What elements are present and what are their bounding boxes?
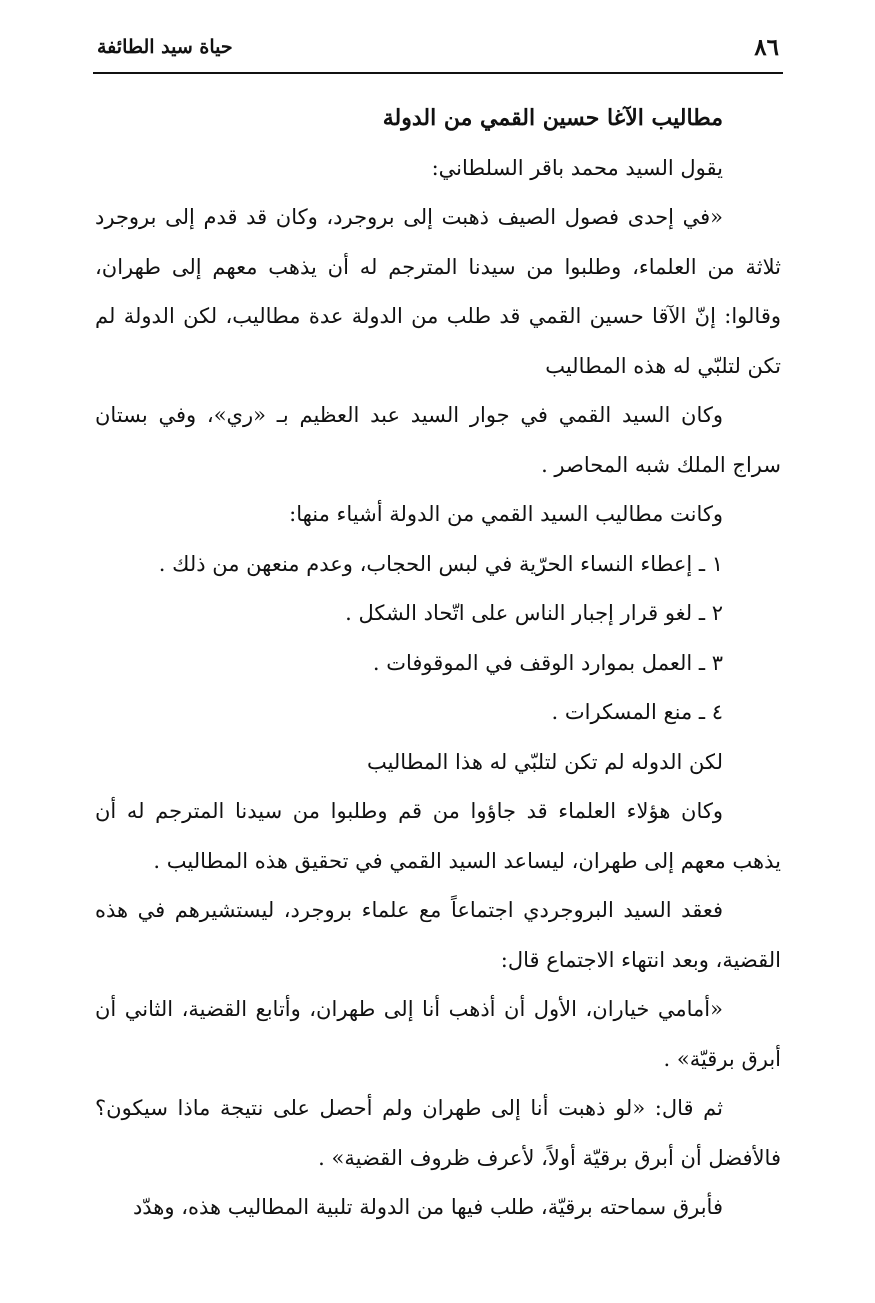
- header-rule: [93, 72, 783, 74]
- quote-paragraph: «أمامي خياران، الأول أن أذهب أنا إلى طهران، وأتابع القضية، الثاني أن أبرق برقيّة» .: [95, 997, 781, 1071]
- paragraph: يقول السيد محمد باقر السلطاني:: [431, 155, 723, 180]
- page-number: ٨٦: [754, 34, 779, 61]
- paragraph: ثم قال: «لو ذهبت أنا إلى طهران ولم أحصل على نتيجة ماذا سيكون؟ فالأفضل أن أبرق برقيّة أولاً، لأعرف ظروف القضية» .: [95, 1096, 781, 1170]
- quote-paragraph: «في إحدى فصول الصيف ذهبت إلى بروجرد، وكان قد قدم إلى بروجرد ثلاثة من العلماء، وطلبوا من سيدنا المترجم له أن يذهب معهم إلى طهران، وقالوا: إنّ الآقا حسين القمي قد طلب من الدولة عدة مطاليب، لكن الدولة لم تكن لتلبّي له هذه المطاليب: [95, 205, 781, 378]
- paragraph: لكن الدوله لم تكن لتلبّي له هذا المطاليب: [366, 749, 723, 774]
- list-item: ٤ ـ منع المسكرات .: [551, 700, 723, 724]
- section-heading: مطاليب الآغا حسين القمي من الدولة: [382, 105, 723, 131]
- paragraph: وكانت مطاليب السيد القمي من الدولة أشياء منها:: [289, 502, 723, 526]
- paragraph: وكان هؤلاء العلماء قد جاؤوا من قم وطلبوا من سيدنا المترجم له أن يذهب معهم إلى طهران، ليساعد السيد القمي في تحقيق هذه المطاليب .: [95, 799, 781, 873]
- list-item: ١ ـ إعطاء النساء الحرّية في لبس الحجاب، وعدم منعهن من ذلك .: [158, 551, 723, 576]
- paragraph: فأبرق سماحته برقيّة، طلب فيها من الدولة تلبية المطاليب هذه، وهدّد: [132, 1195, 723, 1219]
- paragraph: فعقد السيد البروجردي اجتماعاً مع علماء بروجرد، ليستشيرهم في هذه القضية، وبعد انتهاء الاجتماع قال:: [95, 898, 781, 972]
- page-content: [95, 94, 781, 1233]
- paragraph: وكان السيد القمي في جوار السيد عبد العظيم بـ «ري»، وفي بستان سراج الملك شبه المحاصر .: [95, 403, 781, 477]
- list-item: ٢ ـ لغو قرار إجبار الناس على اتّحاد الشكل .: [345, 601, 723, 625]
- running-title: حياة سيد الطائفة: [97, 36, 233, 58]
- list-item: ٣ ـ العمل بموارد الوقف في الموقوفات .: [372, 650, 723, 675]
- page-header: [95, 30, 781, 70]
